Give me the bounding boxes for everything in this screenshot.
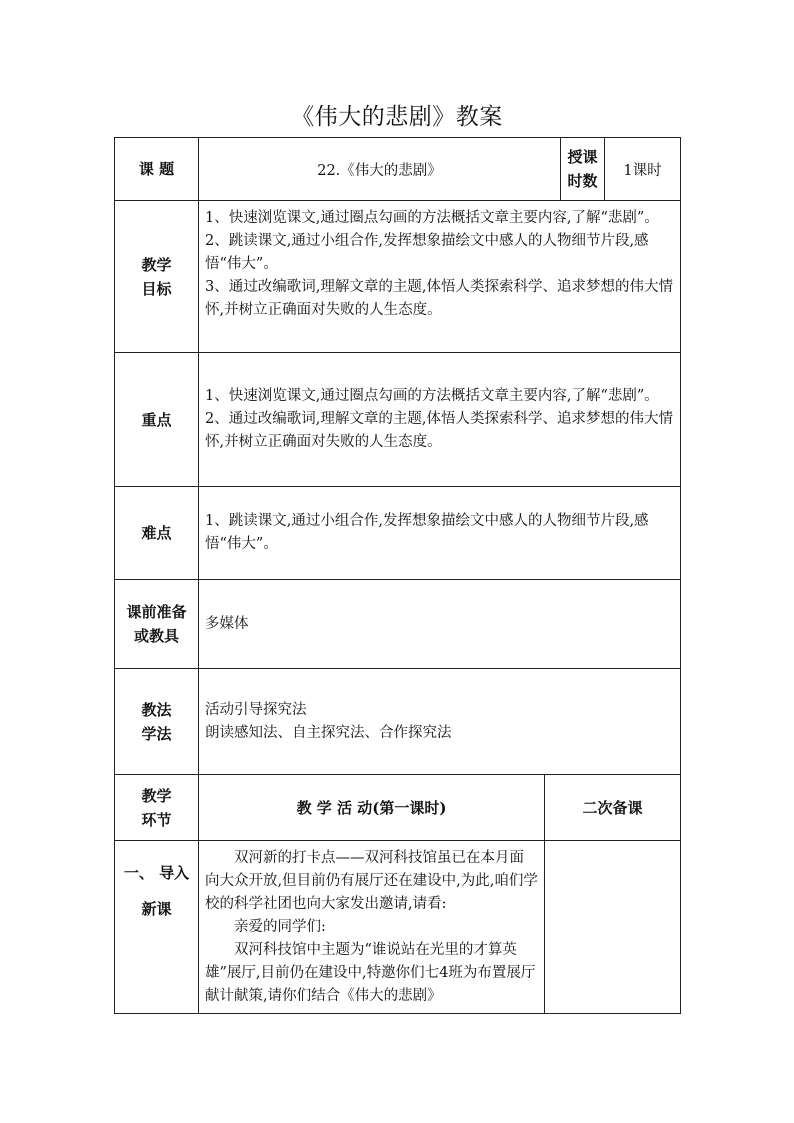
- difficult-points-content: [199, 487, 681, 580]
- goals-content: [199, 201, 681, 353]
- intro-paragraph: 亲爱的同学们:: [234, 919, 326, 935]
- stage-header-label: [115, 775, 199, 841]
- difficult-points-label: 难点: [115, 487, 199, 580]
- hours-label-line1: 授课: [567, 148, 598, 166]
- method-item: 活动引导探究法: [205, 701, 307, 718]
- methods-row: [115, 669, 681, 775]
- hours-label: [561, 138, 605, 201]
- goal-item: 2、跳读课文,通过小组合作,发挥想象描绘文中感人的人物细节片段,感悟“伟大”。: [205, 233, 649, 272]
- methods-content: [199, 669, 681, 775]
- prep-value: 多媒体: [205, 615, 249, 632]
- prep-label: [115, 580, 199, 669]
- prep-label-line1: 课前准备: [126, 603, 187, 621]
- key-point-item: 1、快速浏览课文,通过圈点勾画的方法概括文章主要内容,了解“悲剧”。: [205, 388, 659, 404]
- key-points-label: 重点: [115, 353, 199, 487]
- hours-label-line2: 时数: [567, 172, 598, 190]
- key-point-item: 2、通过改编歌词,理解文章的主题,体悟人类探索科学、追求梦想的伟大情怀,并树立正确面对失败的人生态度。: [205, 411, 673, 450]
- methods-label-line1: 教法: [141, 700, 172, 719]
- intro-paragraph: 双河新的打卡点——双河科技馆虽已在本月面向大众开放,但目前仍有展厅还在建设中,为此,咱们学校的科学社团也向大家发出邀请,请看:: [205, 850, 538, 912]
- intro-paragraph: 双河科技馆中主题为“谁说站在光里的才算英雄”展厅,目前仍在建设中,特邀你们七4班为布置展厅献计献策,请你们结合《伟大的悲剧》: [205, 942, 536, 1004]
- prep-content: [199, 580, 681, 669]
- lesson-plan-table: [114, 137, 681, 1014]
- stage-header-line2: 环节: [141, 810, 172, 829]
- intro-row: [115, 841, 681, 1014]
- difficult-point-item: 1、跳读课文,通过小组合作,发挥想象描绘文中感人的人物细节片段,感悟“伟大”。: [205, 513, 649, 552]
- key-points-content: [199, 353, 681, 487]
- goals-label: [115, 201, 199, 353]
- prep-row: [115, 580, 681, 669]
- topic-row: [115, 138, 681, 201]
- methods-label: [115, 669, 199, 775]
- goals-label-line2: 目标: [141, 279, 172, 298]
- stage-header-line1: 教学: [141, 786, 172, 805]
- activity-header-row: [115, 775, 681, 841]
- secondary-prep-header: 二次备课: [545, 775, 681, 841]
- methods-label-line2: 学法: [141, 724, 172, 743]
- prep-label-line2: 或教具: [133, 627, 179, 645]
- topic-label: 课 题: [115, 138, 199, 201]
- key-points-row: [115, 353, 681, 487]
- intro-secondary-cell: [545, 841, 681, 1014]
- difficult-points-row: [115, 487, 681, 580]
- intro-label: [115, 841, 199, 1014]
- intro-label-line1: 一、 导入: [123, 864, 190, 882]
- goal-item: 1、快速浏览课文,通过圈点勾画的方法概括文章主要内容,了解“悲剧”。: [205, 210, 659, 226]
- topic-value: 22.《伟大的悲剧》: [199, 138, 561, 201]
- goal-item: 3、通过改编歌词,理解文章的主题,体悟人类探索科学、追求梦想的伟大情怀,并树立正确面对失败的人生态度。: [205, 279, 673, 318]
- goals-row: [115, 201, 681, 353]
- method-item: 朗读感知法、自主探究法、合作探究法: [205, 724, 452, 741]
- activity-header: 教 学 活 动(第一课时): [199, 775, 545, 841]
- hours-value: 1课时: [605, 138, 681, 201]
- page-title: 《伟大的悲剧》教案: [291, 104, 503, 130]
- intro-content: [199, 841, 545, 1014]
- goals-label-line1: 教学: [141, 255, 172, 274]
- intro-label-line2: 新课: [141, 900, 172, 918]
